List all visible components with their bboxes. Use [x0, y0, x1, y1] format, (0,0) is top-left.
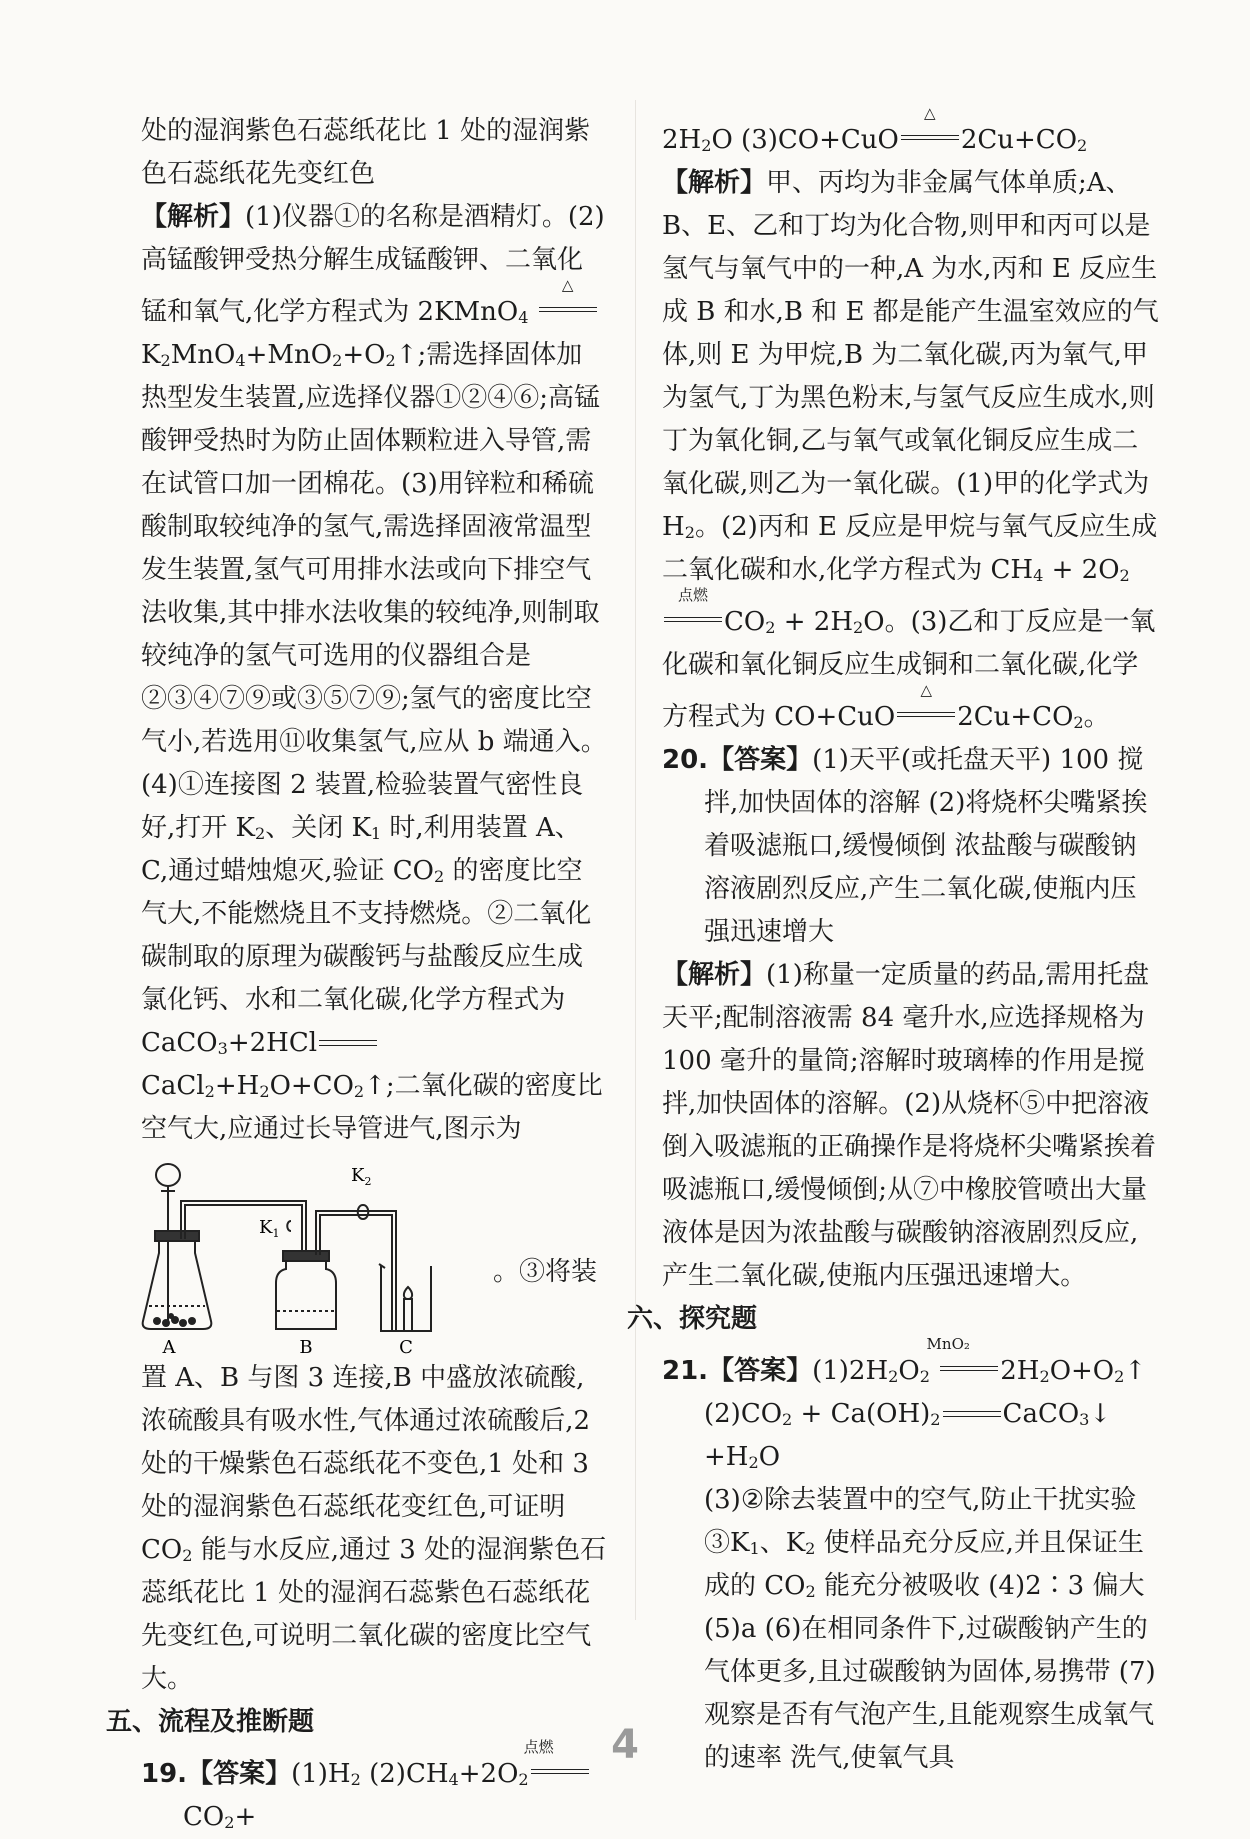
label-c: C [399, 1337, 413, 1357]
equals-sign [319, 1037, 377, 1051]
question-21: 21.【答案】$(1)2H_2O_2$ MnO₂ $2H_2O+O_2↑$ $(2)CO_2 + Ca(OH)_2$ CaCO$_3$↓ $+H_2O$ (3)②除去装置中的空气,防止干扰实验 $③K_1$、$K_2$ 使样品充分反应,并且保证生成的 $CO_2$ 能充分被吸收 (4)2∶3 偏大 (5)a (6)在相同条件下,过碳酸钠产生的气体更多,且过碳酸钠为固体,易携带 (7)观察是否有气泡产生,且能观察生成氧气的速率 洗气,使氧气具 [662, 1335, 1156, 1773]
analysis-19: 【解析】甲、丙均为非金属气体单质;A、B、E、乙和丁均为化合物,则甲和丙可以是氢气与氧气中的一种,A 为水,丙和 E 反应生成 B 和水,B 和 E 都是能产生温室效应的气体,则 E 为甲烷,B 为二氧化碳,丙为氧气,甲为氢气,丁为黑色粉末,与氢气反应生成水,则丁为氧化铜,乙与氧气或氧化铜反应生成二氧化碳,则乙为一氧化碳。(1)甲的化学式为 $H_2$。(2)丙和 E 反应是甲烷与氧气反应生成二氧化碳和水,化学方程式为 $CH_4 + 2O_2$ 点燃 $CO_2 + 2H_2O$。(3)乙和丁反应是一氧化碳和氧化铜反应生成铜和二氧化碳,化学方程式为 CO+CuO △ $2Cu+CO_2$。 [662, 162, 1162, 739]
candle-flame [404, 1287, 412, 1299]
section-5-title: 五、流程及推断题 [106, 1707, 315, 1737]
label-k2: $K_2$ [351, 1165, 372, 1188]
left-line-1: 处的湿润紫色石蕊纸花比 1 处的湿润紫 [141, 116, 591, 146]
funnel-bulb [156, 1164, 180, 1186]
equals-sign [943, 1408, 1001, 1422]
question-20: 20.【答案】(1)天平(或托盘天平) 100 搅拌,加快固体的溶解 (2)将烧杯尖嘴紧挨着吸滤瓶口,缓慢倾倒 浓盐酸与碳酸钠溶液剧烈反应,产生二氧化碳,使瓶内压强迅速增大 [662, 745, 1148, 947]
label-k1: $K_1$ [259, 1217, 280, 1240]
label-b: B [299, 1337, 313, 1357]
analysis-20: 【解析】(1)称量一定质量的药品,需用托盘天平;配制溶液需 84 毫升水,应选择规格为 100 毫升的量筒;溶解时玻璃棒的作用是搅拌,加快固体的溶解。(2)从烧杯⑤中把溶液倒入吸滤瓶的正确操作是将烧杯尖嘴紧挨着吸滤瓶口,缓慢倾倒;从⑦中橡胶管喷出大量液体是因为浓盐酸与碳酸钠溶液剧烈反应,产生二氧化碳,使瓶内压强迅速增大。 [662, 960, 1157, 1291]
right-column [627, 104, 1162, 1780]
label-a: A [162, 1337, 176, 1357]
analysis-18: 【解析】(1)仪器①的名称是酒精灯。(2)高锰酸钾受热分解生成锰酸钾、二氧化锰和氧气,化学方程式为 2KMnO$_4$ △ $K_2MnO_4+MnO_2+O_2↑$;需选择固体加热型发生装置,应选择仪器①②④⑥;高锰酸钾受热时为防止固体颗粒进入导管,需在试管口加一团棉花。(3)用锌粒和稀硫酸制取较纯净的氢气,需选择固液常温型发生装置,氢气可用排水法或向下排空气法收集,其中排水法收集的较纯净,则制取较纯净的氢气可选用的仪器组合是②③④⑦⑨或③⑤⑦⑨;氢气的密度比空气小,若选用⑪收集氢气,应从 b 端通入。(4)①连接图 2 装置,检验装置气密性良好,打开 $K_2$、关闭 $K_1$ 时,利用装置 A、C,通过蜡烛熄灭,验证 $CO_2$ 的密度比空气大,不能燃烧且不支持燃烧。②二氧化碳制取的原理为碳酸钙与盐酸反应生成氯化钙、水和二氧化碳,化学方程式为 $CaCO_3+2HClCaCl_2+H_2O+CO_2↑$;二氧化碳的密度比空气大,应通过长导管进气,图示为 [141, 202, 607, 1144]
apparatus-figure [141, 1161, 607, 1357]
stopper-a [155, 1231, 199, 1241]
bottle-b [276, 1255, 336, 1329]
question-19: 19.【答案】$(1)H_2$ $(2)CH_4+2O_2$ 点燃 $CO_2+$ [141, 1744, 607, 1839]
apparatus-diagram [141, 1161, 481, 1357]
column-divider [635, 100, 636, 1620]
left-column [106, 110, 607, 1839]
ignite-equation-sign: 点燃 [664, 592, 722, 644]
candle [404, 1299, 412, 1331]
page-number: 4 [611, 1722, 639, 1768]
q19-cont: $2H_2O$ (3)CO+CuO △ $2Cu+CO_2$ [662, 110, 1162, 162]
analysis-label: 【解析】 [141, 202, 246, 232]
section-6-title: 六、探究题 [627, 1304, 758, 1334]
stopper-b [283, 1251, 329, 1261]
tube-b-c [316, 1211, 396, 1331]
heat-equation-sign: △ [539, 282, 597, 334]
ignite-equation-sign: 点燃 [531, 1744, 589, 1796]
analysis-18-cont: 置 A、B 与图 3 连接,B 中盛放浓硫酸,浓硫酸具有吸水性,气体通过浓硫酸后,2 处的干燥紫色石蕊纸花不变色,1 处和 3 处的湿润紫色石蕊纸花变红色,可证明 $CO_2$ 能与水反应,通过 3 处的湿润紫色石蕊纸花比 1 处的湿润石蕊紫色石蕊纸花先变红色,可说明二氧化碳的密度比空气大。 [141, 1363, 607, 1694]
catalyst-equation-sign: MnO₂ [940, 1341, 998, 1393]
heat-equation-sign: △ [901, 110, 959, 162]
heat-equation-sign: △ [897, 687, 955, 739]
left-line-2: 色石蕊纸花先变红色 [141, 159, 376, 189]
figure-trailing-text: 。③将装 [493, 1257, 598, 1287]
flask-a [143, 1239, 212, 1329]
